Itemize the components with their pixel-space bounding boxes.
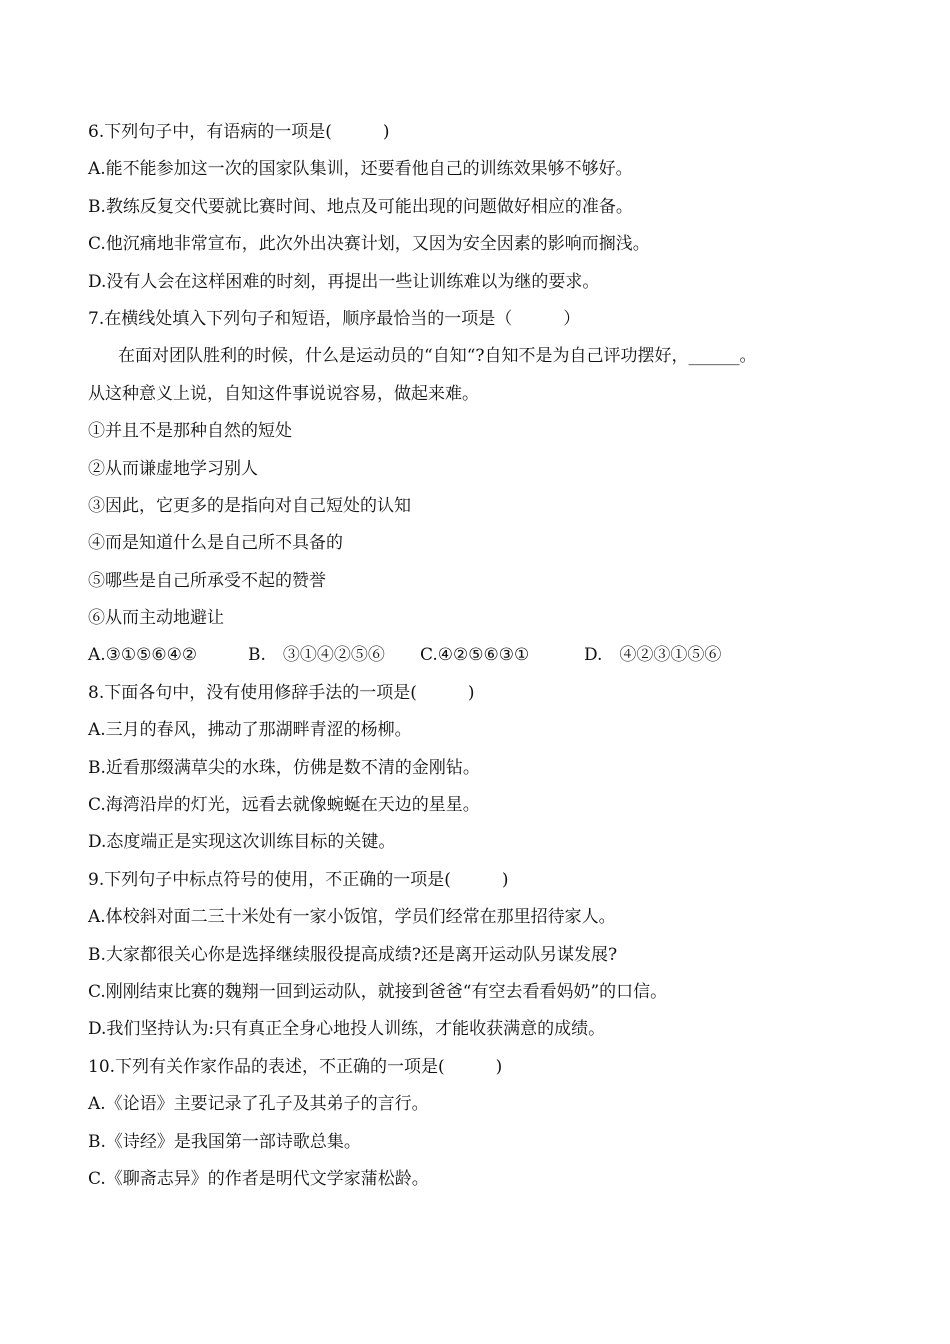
q7-option-a: A.③①⑤⑥④②	[88, 645, 198, 666]
q9-option-a: A.体校斜对面二三十米处有一家小饭馆，学员们经常在那里招待家人。	[88, 907, 616, 928]
q10-option-a: A.《论语》主要记录了孔子及其弟子的言行。	[88, 1094, 429, 1115]
q9-option-d: D.我们坚持认为:只有真正全身心地投人训练，才能收获满意的成绩。	[88, 1019, 606, 1040]
q7-item-5: ⑤哪些是自己所承受不起的赞誉	[88, 570, 326, 591]
q9-option-c: C.刚刚结束比赛的魏翔一回到运动队，就接到爸爸“有空去看看妈奶”的口信。	[88, 981, 668, 1002]
q7-item-4: ④而是知道什么是自己所不具备的	[88, 533, 343, 554]
q6-option-d: D.没有人会在这样困难的时刻，再提出一些让训练难以为继的要求。	[88, 271, 600, 292]
q10-option-b: B.《诗经》是我国第一部诗歌总集。	[88, 1131, 361, 1152]
q6-stem: 6.下列句子中，有语病的一项是( )	[88, 122, 390, 142]
q7-item-3: ③因此，它更多的是指向对自己短处的认知	[88, 495, 411, 516]
q7-item-6: ⑥从而主动地避让	[88, 608, 224, 629]
q6-option-a: A.能不能参加这一次的国家队集训，还要看他自己的训练效果够不够好。	[88, 159, 633, 180]
question-list	[88, 114, 878, 1198]
q8-stem: 8.下面各句中，没有使用修辞手法的一项是( )	[88, 682, 475, 703]
q7-options-row	[88, 637, 878, 674]
q7-item-1: ①并且不是那种自然的短处	[88, 421, 292, 442]
q6-option-b: B.教练反复交代要就比赛时间、地点及可能出现的问题做好相应的准备。	[88, 196, 633, 217]
q6-option-c: C.他沉痛地非常宣布，此次外出决赛计划，又因为安全因素的影响而搁浅。	[88, 234, 650, 255]
q9-stem: 9.下列句子中标点符号的使用，不正确的一项是( )	[88, 869, 509, 890]
q8-option-b: B.近看那缀满草尖的水珠，仿佛是数不清的金刚钻。	[88, 757, 480, 778]
q8-option-c: C.海湾沿岸的灯光，远看去就像蜿蜒在天边的星星。	[88, 795, 480, 816]
q7-option-c: C.④②⑤⑥③①	[420, 645, 530, 666]
q7-item-2: ②从而谦虚地学习别人	[88, 458, 258, 479]
q9-option-b: B.大家都很关心你是选择继续服役提高成绩?还是离开运动队另谋发展?	[88, 944, 618, 965]
q7-stem: 7.在横线处填入下列句子和短语，顺序最恰当的一项是（ ）	[88, 308, 581, 329]
q8-option-a: A.三月的春风，拂动了那湖畔青涩的杨柳。	[88, 720, 412, 741]
q7-passage-line-1: 在面对团队胜利的时候，什么是运动员的“自知“?自知不是为自己评功摆好，______。	[118, 346, 757, 367]
q10-stem: 10.下列有关作家作品的表述，不正确的一项是( )	[88, 1056, 503, 1077]
q8-option-d: D.态度端正是实现这次训练目标的关键。	[88, 832, 396, 853]
q7-option-b: B. ③①④②⑤⑥	[248, 645, 385, 666]
q7-passage-line-2: 从这种意义上说，自知这件事说说容易，做起来难。	[88, 383, 479, 404]
q10-option-c: C.《聊斋志异》的作者是明代文学家蒲松龄。	[88, 1168, 429, 1189]
q7-option-d: D. ④②③①⑤⑥	[584, 645, 722, 666]
